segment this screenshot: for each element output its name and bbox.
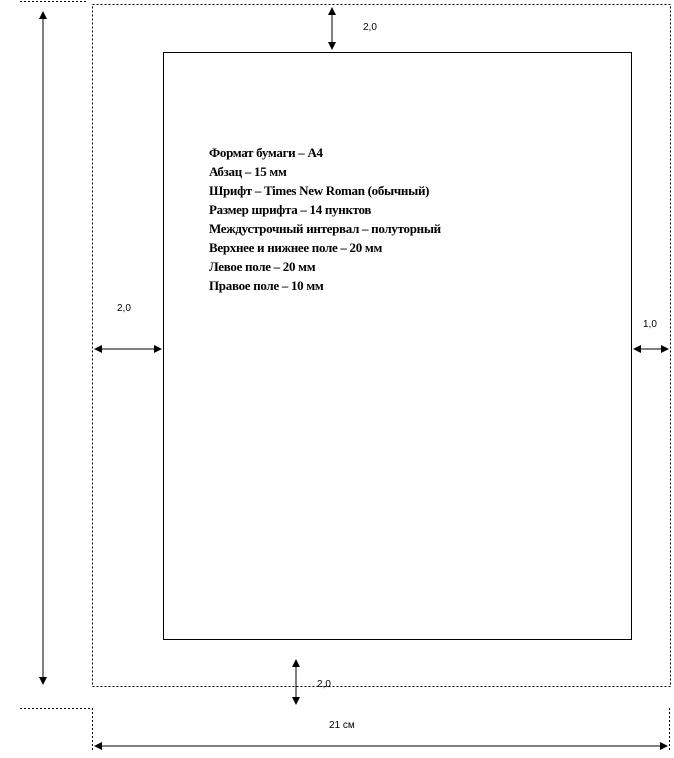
left-margin-label: 2,0	[117, 303, 131, 314]
spec-paper-format: Формат бумаги – А4	[209, 145, 323, 160]
bottom-margin-label: 2,0	[317, 679, 331, 690]
top-margin-label: 2,0	[363, 22, 377, 33]
page-width-label: 21 см	[329, 720, 355, 731]
text-area-frame	[164, 53, 632, 640]
right-margin-label: 1,0	[643, 319, 657, 330]
spec-right-margin: Правое поле – 10 мм	[209, 278, 324, 293]
spec-font: Шрифт – Times New Roman (обычный)	[209, 183, 430, 198]
spec-left-margin: Левое поле – 20 мм	[209, 259, 316, 274]
spec-indent: Абзац – 15 мм	[209, 164, 287, 179]
spec-line-spacing: Междустрочный интервал – полуторный	[209, 221, 441, 236]
spec-font-size: Размер шрифта – 14 пунктов	[209, 202, 372, 217]
formatting-requirements-list	[209, 143, 441, 295]
spec-top-bottom-margins: Верхнее и нижнее поле – 20 мм	[209, 240, 383, 255]
